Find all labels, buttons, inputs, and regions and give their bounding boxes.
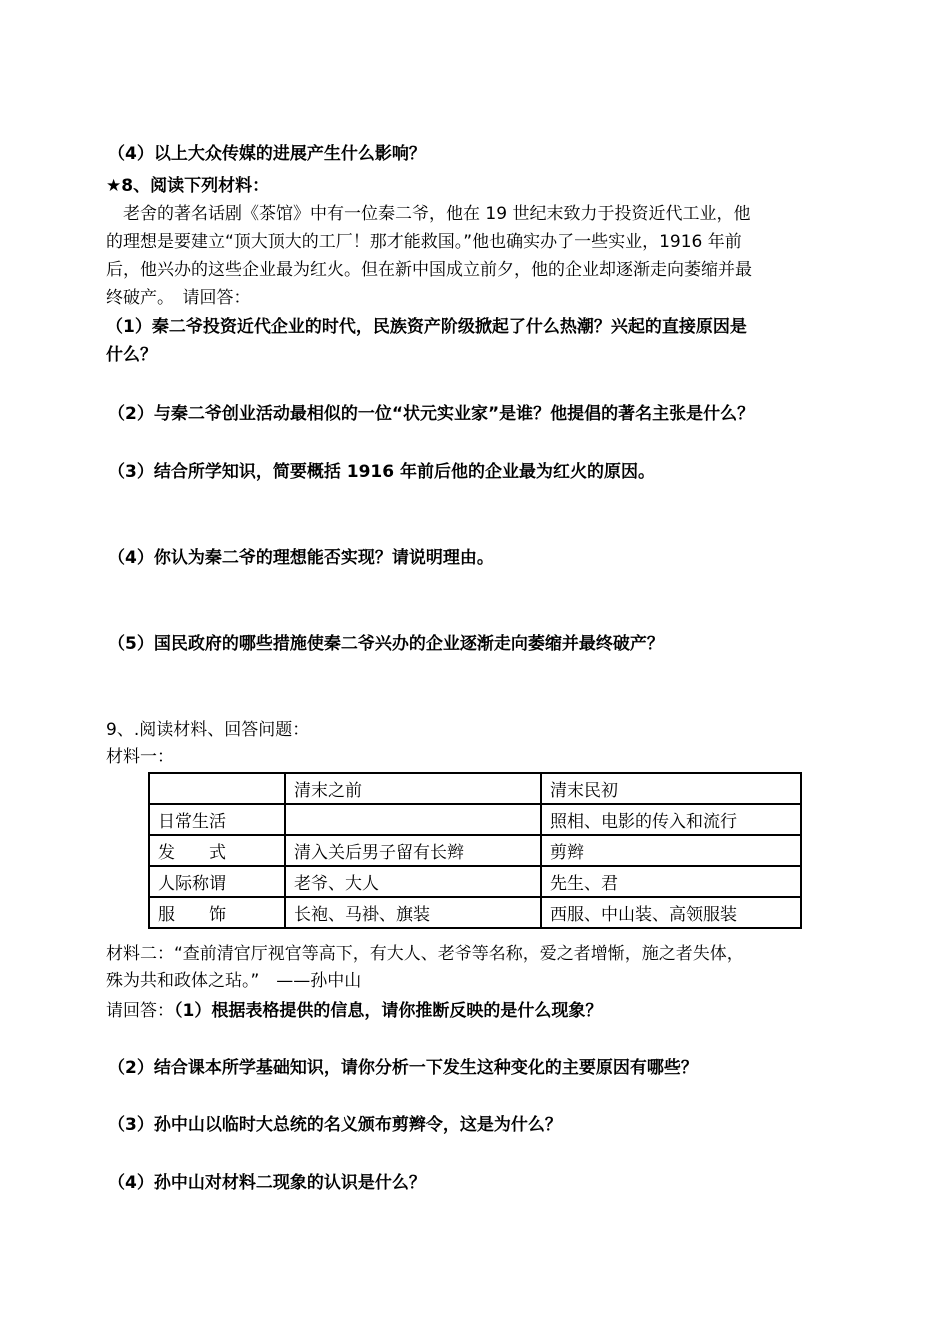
material-2-line: 殊为共和政体之玷。” ——孙中山 [106,971,362,991]
table-row [149,897,801,928]
table-cell: 长袍、马褂、旗装 [285,897,541,928]
ask-label: 请回答： [106,1001,174,1021]
table-cell: 老爷、大人 [285,866,541,897]
material-paragraph-line: 老舍的著名话剧《茶馆》中有一位秦二爷，他在 19 世纪末致力于投资近代工业，他 [106,204,751,224]
table-cell: 发 式 [149,835,285,866]
material-2-line: 材料二：“查前清官厅视官等高下，有大人、老爷等名称，爱之者增惭，施之者失体， [106,944,744,964]
question-8-3: （3）结合所学知识，简要概括 1916 年前后他的企业最为红火的原因。 [108,462,655,482]
question-9-title: 9、.阅读材料、回答问题： [106,720,310,740]
table-header-cell [149,773,285,804]
table-cell: 先生、君 [541,866,801,897]
material-paragraph-line: 的理想是要建立“顶大顶大的工厂！那才能救国。”他也确实办了一些实业，1916 年前 [106,232,742,252]
material-paragraph-line: 后，他兴办的这些企业最为红火。但在新中国成立前夕，他的企业却逐渐走向萎缩并最 [106,260,752,280]
prev-question-4: （4）以上大众传媒的进展产生什么影响？ [108,144,426,164]
table-row [149,804,801,835]
table-row [149,835,801,866]
question-9-3: （3）孙中山以临时大总统的名义颁布剪辫令，这是为什么？ [108,1115,562,1135]
table-header-cell: 清末民初 [541,773,801,804]
table-cell: 人际称谓 [149,866,285,897]
table-header-cell: 清末之前 [285,773,541,804]
question-9-1-text: （1）根据表格提供的信息，请你推断反映的是什么现象？ [174,1001,603,1021]
material-1-label: 材料一： [106,747,174,767]
question-8-1-cont: 什么？ [106,345,157,365]
question-8-4: （4）你认为秦二爷的理想能否实现？请说明理由。 [108,548,494,568]
table-header-row [149,773,801,804]
table-row [149,866,801,897]
table-cell: 剪辫 [541,835,801,866]
table-cell: 服 饰 [149,897,285,928]
material-paragraph-line: 终破产。 请回答： [106,288,251,308]
question-9-4: （4）孙中山对材料二现象的认识是什么？ [108,1173,426,1193]
table-cell [285,804,541,835]
table-cell: 照相、电影的传入和流行 [541,804,801,835]
question-8-5: （5）国民政府的哪些措施使秦二爷兴办的企业逐渐走向萎缩并最终破产？ [108,634,664,654]
question-8-title: ★8、阅读下列材料： [106,176,270,196]
question-8-1: （1）秦二爷投资近代企业的时代，民族资产阶级掀起了什么热潮？兴起的直接原因是 [106,317,747,337]
table-cell: 日常生活 [149,804,285,835]
question-8-2: （2）与秦二爷创业活动最相似的一位“状元实业家”是谁？他提倡的著名主张是什么？ [108,404,755,424]
table-cell: 西服、中山装、高领服装 [541,897,801,928]
table-cell: 清入关后男子留有长辫 [285,835,541,866]
question-9-2: （2）结合课本所学基础知识，请你分析一下发生这种变化的主要原因有哪些？ [108,1058,698,1078]
question-9-1 [106,999,602,1023]
material-1-table [148,772,802,929]
